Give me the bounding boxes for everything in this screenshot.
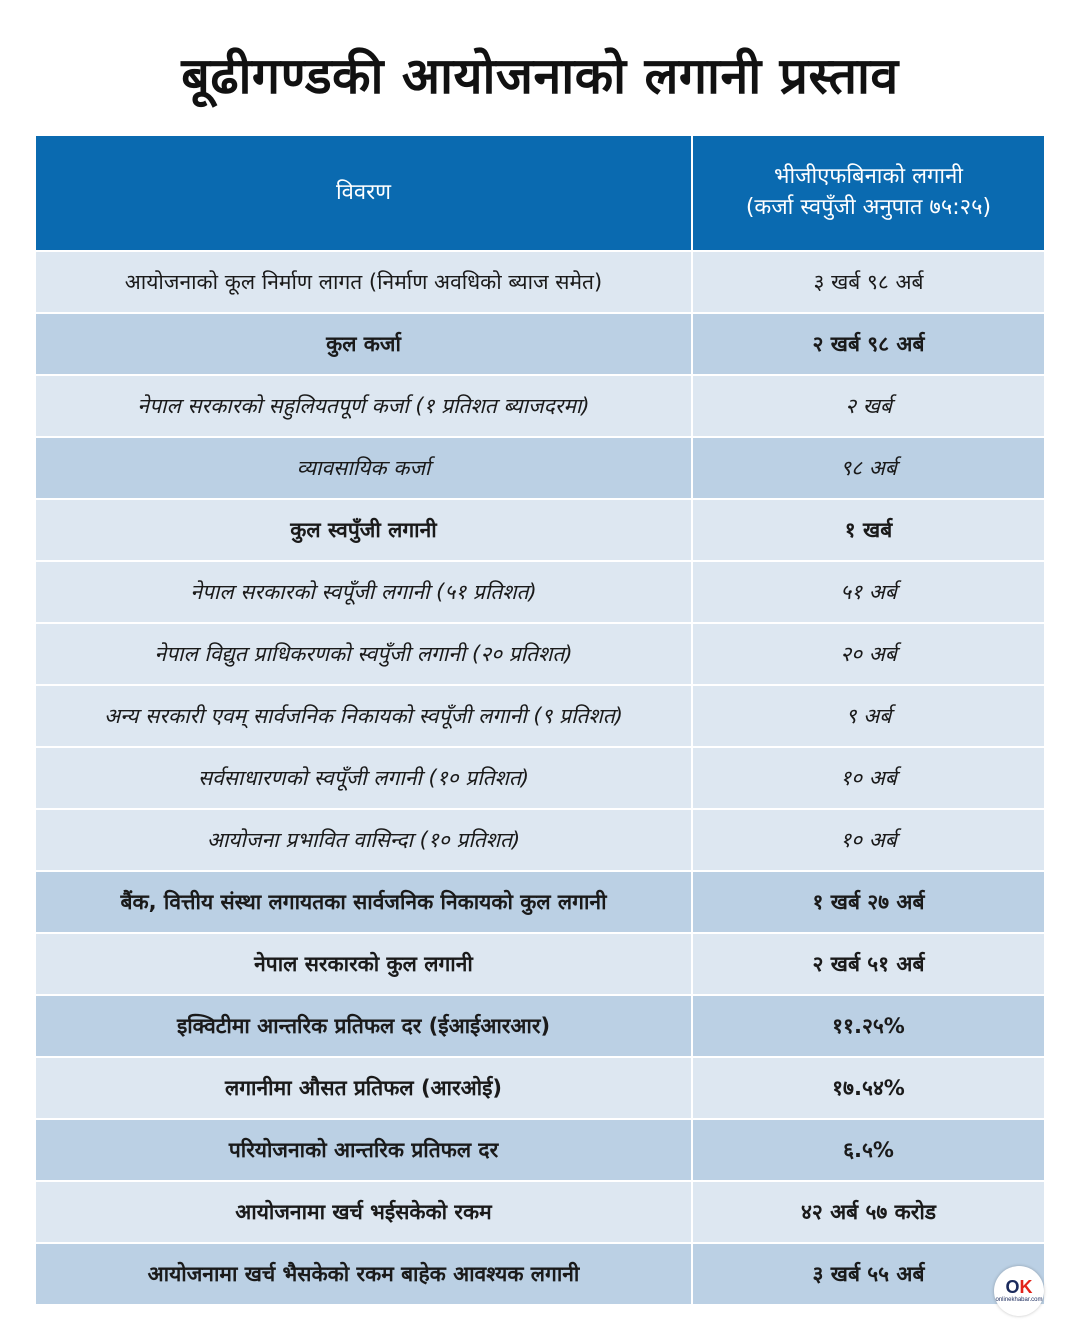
row-value: ४२ अर्ब ५७ करोड xyxy=(692,1181,1044,1243)
row-label: नेपाल सरकारको सहुलियतपूर्ण कर्जा (१ प्रतिशत ब्याजदरमा) xyxy=(36,375,692,437)
table-row xyxy=(36,499,1044,561)
row-label: आयोजनामा खर्च भैसकेको रकम बाहेक आवश्यक लगानी xyxy=(36,1243,692,1304)
header-investment xyxy=(692,136,1044,251)
table-row xyxy=(36,933,1044,995)
table-row xyxy=(36,313,1044,375)
table-row xyxy=(36,251,1044,313)
table-row xyxy=(36,1243,1044,1304)
row-value: १० अर्ब xyxy=(692,809,1044,871)
logo-k: K xyxy=(1019,1277,1033,1297)
row-label: नेपाल सरकारको स्वपूँजी लगानी (५१ प्रतिशत) xyxy=(36,561,692,623)
row-value: २ खर्ब ९८ अर्ब xyxy=(692,313,1044,375)
row-value: १७.५४% xyxy=(692,1057,1044,1119)
table-row xyxy=(36,995,1044,1057)
table-row xyxy=(36,809,1044,871)
row-value: २ खर्ब ५१ अर्ब xyxy=(692,933,1044,995)
row-value: २ खर्ब xyxy=(692,375,1044,437)
header-investment-line1: भीजीएफबिनाको लगानी xyxy=(774,164,963,190)
row-value: १० अर्ब xyxy=(692,747,1044,809)
row-value: १ खर्ब २७ अर्ब xyxy=(692,871,1044,933)
table-row xyxy=(36,561,1044,623)
table-row xyxy=(36,1057,1044,1119)
investment-table xyxy=(36,136,1044,1304)
table-row xyxy=(36,437,1044,499)
table-row xyxy=(36,871,1044,933)
logo-o: O xyxy=(1005,1277,1020,1297)
logo-mark xyxy=(1005,1278,1032,1296)
row-label: आयोजनाको कूल निर्माण लागत (निर्माण अवधिको ब्याज समेत) xyxy=(36,251,692,313)
row-label: सर्वसाधारणको स्वपूँजी लगानी (१० प्रतिशत) xyxy=(36,747,692,809)
table-header-row xyxy=(36,136,1044,251)
row-value: १ खर्ब xyxy=(692,499,1044,561)
row-label: व्यावसायिक कर्जा xyxy=(36,437,692,499)
row-value: ५१ अर्ब xyxy=(692,561,1044,623)
row-label: आयोजना प्रभावित वासिन्दा (१० प्रतिशत) xyxy=(36,809,692,871)
row-label: आयोजनामा खर्च भईसकेको रकम xyxy=(36,1181,692,1243)
table-row xyxy=(36,685,1044,747)
row-value: ६.५% xyxy=(692,1119,1044,1181)
row-label: लगानीमा औसत प्रतिफल (आरओई) xyxy=(36,1057,692,1119)
row-label: इक्विटीमा आन्तरिक प्रतिफल दर (ईआईआरआर) xyxy=(36,995,692,1057)
row-value: ३ खर्ब ९८ अर्ब xyxy=(692,251,1044,313)
row-label: कुल कर्जा xyxy=(36,313,692,375)
table-row xyxy=(36,623,1044,685)
row-value: ९ अर्ब xyxy=(692,685,1044,747)
page-title: बूढीगण्डकी आयोजनाको लगानी प्रस्ताव xyxy=(181,47,899,105)
onlinekhabar-logo xyxy=(994,1266,1044,1316)
row-label: बैंक, वित्तीय संस्था लगायतका सार्वजनिक निकायको कुल लगानी xyxy=(36,871,692,933)
row-label: परियोजनाको आन्तरिक प्रतिफल दर xyxy=(36,1119,692,1181)
row-label: नेपाल विद्युत प्राधिकरणको स्वपुँजी लगानी (२० प्रतिशत) xyxy=(36,623,692,685)
table-row xyxy=(36,375,1044,437)
header-description: विवरण xyxy=(36,136,692,251)
table-row xyxy=(36,1181,1044,1243)
row-label: नेपाल सरकारको कुल लगानी xyxy=(36,933,692,995)
header-investment-line2: (कर्जा स्वपुँजी अनुपात ७५:२५) xyxy=(745,195,992,220)
row-value: ९८ अर्ब xyxy=(692,437,1044,499)
row-label: अन्य सरकारी एवम् सार्वजनिक निकायको स्वपूँजी लगानी (९ प्रतिशत) xyxy=(36,685,692,747)
row-value: ३ खर्ब ५५ अर्ब xyxy=(692,1243,1044,1304)
row-value: ११.२५% xyxy=(692,995,1044,1057)
row-label: कुल स्वपुँजी लगानी xyxy=(36,499,692,561)
table-row xyxy=(36,1119,1044,1181)
table-row xyxy=(36,747,1044,809)
logo-text: onlinekhabar.com xyxy=(995,1297,1043,1303)
row-value: २० अर्ब xyxy=(692,623,1044,685)
